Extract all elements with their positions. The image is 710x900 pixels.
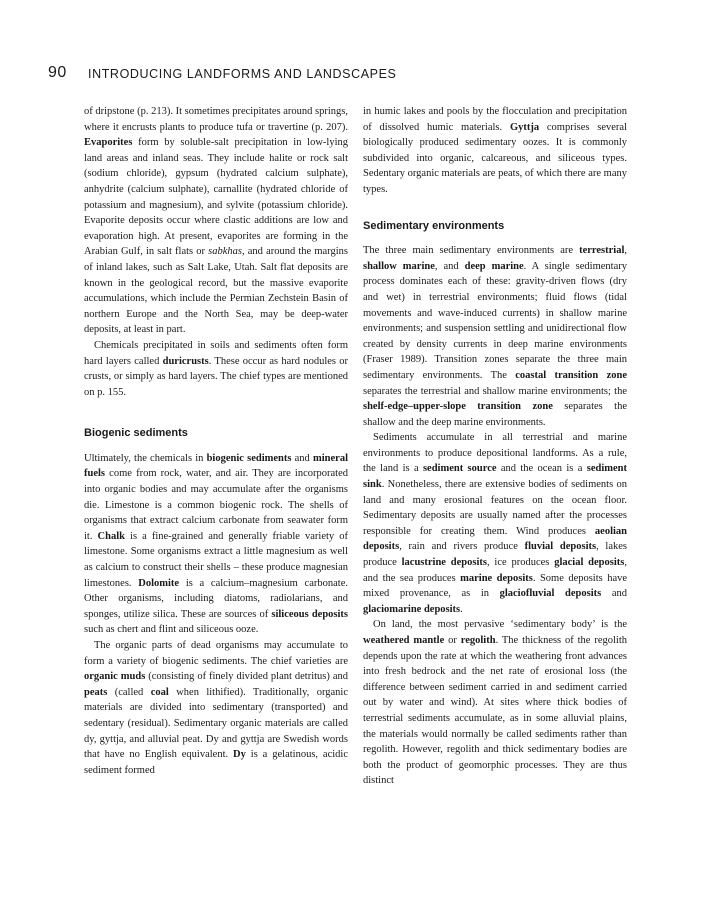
body-paragraph: The three main sedimentary environments are terrestrial, shallow marine, and deep marine. A single sedimentary process dominates each of these: gravity-driven flows (dry and wet) in terrestrial environments; fluid flows (tidal movements and wave-induced currents) in shallow marine environments; and suspension settling and unidirectional flow created by density currents in deep marine environments (Fraser 1989). Transition zones separate the three main sedimentary environments. The coastal transition zone separates the terrestrial and shallow marine environments; the shelf-edge–upper-slope transition zone separates the shallow and the deep marine environments. — [363, 245, 627, 428]
key-term: Dy — [233, 749, 246, 761]
key-term: biogenic sediments — [206, 452, 292, 464]
body-paragraph: Ultimately, the chemicals in biogenic sediments and mineral fuels come from rock, water, and air. They are incorporated into organic bodies and may accumulate after the organisms die. Limestone is a common biogenic rock. The shells of organisms that extract calcium carbonate from seawater form it. Chalk is a fine-grained and generally friable variety of limestone. Some organisms extract a little magnesium as well as calcium to construct their shells – these produce magnesian limestones. Dolomite is a calcium–magnesium carbonate. Other organisms, including diatoms, radiolarians, and sponges, utilize silica. These are sources of siliceous deposits such as chert and flint and siliceous ooze. — [84, 452, 349, 636]
key-term: mineral fuels — [84, 452, 348, 480]
key-term: glaciofluvial deposits — [499, 588, 602, 600]
key-term: shelf-edge–upper-slope transition zone — [363, 401, 553, 413]
key-term: Gyttja — [509, 121, 540, 133]
key-term: sediment source — [422, 463, 497, 475]
body-paragraph: in humic lakes and pools by the flocculation and precipitation of dissolved humic materials. Gyttja comprises several biologically produced sedimentary oozes. It is commonly subdivided into organic, calcareous, and siliceous types. Sedentary organic materials are peats, of which there are many types. — [363, 106, 627, 195]
key-term: Dolomite — [138, 577, 180, 589]
running-head: INTRODUCING LANDFORMS AND LANDSCAPES — [88, 67, 397, 81]
right-column — [363, 104, 627, 789]
body-paragraph: Sediments accumulate in all terrestrial and marine environments to produce depositional landforms. As a rule, the land is a sediment source and the ocean is a sediment sink. Nonetheless, there are extensive bodies of sediments on land and many erosional features on the ocean floor. Sedimentary deposits are usually named after the processes responsible for creating them. Wind produces aeolian deposits, rain and rivers produce fluvial deposits, lakes produce lacustrine deposits, ice produces glacial deposits, and the sea produces marine deposits. Some deposits have mixed provenance, as in glaciofluvial deposits and glaciomarine deposits. — [363, 432, 628, 615]
key-term: coal — [150, 686, 169, 698]
body-paragraph: On land, the most pervasive ‘sedimentary body’ is the weathered mantle or regolith. The thickness of the regolith depends upon the rate at which the weathering front advances into fresh bedrock and the net rate of erosional loss (the difference between sediment carried in and sediment carried out by water and wind). At sites where thick bodies of terrestrial sediments accumulate, as in some alluvial plains, the materials would normally be called sediments rather than regolith. However, regolith and thick sedimentary bodies are both the product of geomorphic processes. They are thus distinct — [363, 619, 627, 787]
body-paragraph: of dripstone (p. 213). It sometimes precipitates around springs, where it encrusts plants to produce tufa or travertine (p. 207). Evaporites form by soluble-salt precipitation in low-lying land areas and inland seas. They include halite or rock salt (sodium chloride), gypsum (hydrated calcium sulphate), anhydrite (calcium sulphate), carnallite (hydrated chloride of potassium and magnesium), and sylvite (potassium chloride). Evaporite deposits occur where clastic additions are low and evaporation high. At present, evaporites are forming in the Arabian Gulf, in salt flats or sabkhas, and around the margins of inland lakes, such as Salt Lake, Utah. Salt flat deposits are known in the geological record, but the massive evaporite accumulations, which include the Permian Zechstein Basin of northern Europe and the North Sea, may be deep-water deposits, at least in part. — [84, 106, 348, 336]
key-term: aeolian deposits — [363, 525, 627, 553]
key-term: peats — [84, 686, 108, 698]
key-term: lacustrine deposits — [401, 557, 487, 569]
key-term: sediment sink — [363, 463, 627, 491]
italic-term: sabkhas — [208, 246, 242, 258]
key-term: duricrusts — [162, 355, 209, 367]
key-term: marine deposits — [460, 572, 533, 584]
page-number: 90 — [48, 64, 67, 81]
key-term: glaciomarine deposits — [363, 603, 461, 615]
key-term: coastal transition zone — [515, 369, 627, 381]
key-term: Chalk — [97, 530, 125, 542]
page-header — [48, 64, 668, 86]
key-term: siliceous deposits — [271, 608, 349, 620]
key-term: Evaporites — [84, 137, 133, 149]
key-term: weathered mantle — [363, 635, 445, 646]
body-paragraph: The organic parts of dead organisms may accumulate to form a variety of biogenic sediments. The chief varieties are organic muds (consisting of finely divided plant detritus) and peats (called coal when lithified). Traditionally, organic materials are divided into sedimentary (transported) and sedentary (residual). Sedimentary organic materials are called dy, gyttja, and alluvial peat. Dy and gyttja are Swedish words that have no English equivalent. Dy is a gelatinous, acidic sediment formed — [84, 640, 349, 776]
key-term: glacial deposits — [554, 557, 625, 569]
section-heading: Sedimentary environments — [363, 219, 505, 232]
key-term: organic muds — [84, 671, 146, 683]
key-term: deep marine — [464, 260, 524, 272]
key-term: fluvial deposits — [524, 541, 597, 553]
key-term: shallow marine — [363, 260, 435, 272]
key-term: regolith — [460, 635, 496, 646]
body-paragraph: Chemicals precipitated in soils and sediments often form hard layers called duricrusts. These occur as hard nodules or crusts, or simply as hard layers. The chief types are mentioned on p. 155. — [84, 339, 349, 398]
key-term: terrestrial — [579, 245, 625, 257]
left-column — [84, 104, 348, 778]
section-heading: Biogenic sediments — [84, 427, 188, 440]
